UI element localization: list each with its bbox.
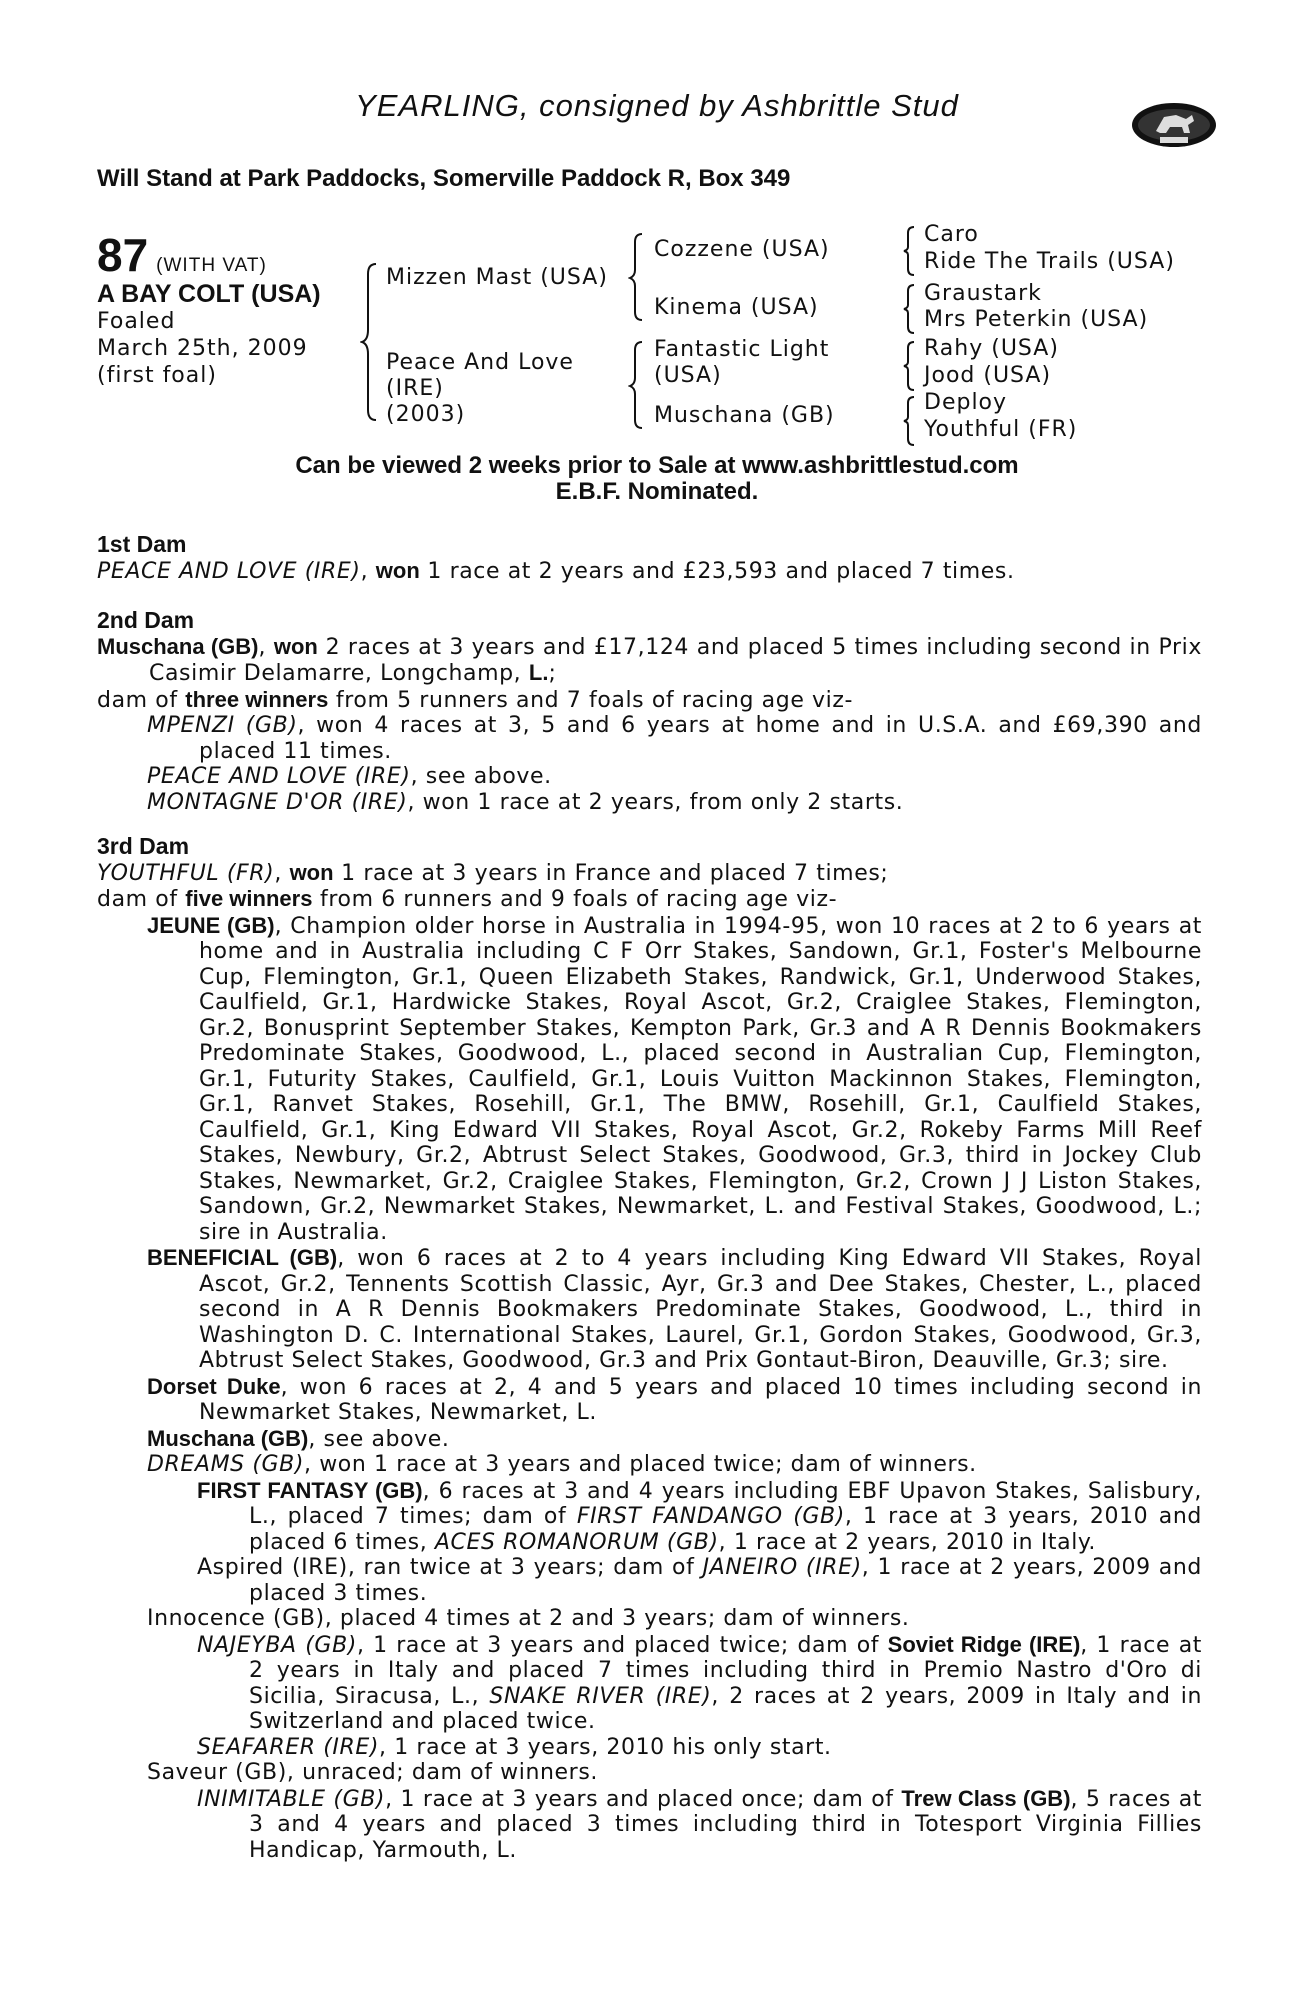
first-dam-heading: 1st Dam: [97, 531, 187, 557]
produce-first-fantasy-record-2: , 1 race at 3 years, 2010 and placed 6 times,: [249, 1504, 1202, 1555]
pedigree-sire: Mizzen Mast (USA): [386, 265, 608, 290]
produce-peace-and-love-record: , see above.: [410, 764, 552, 789]
produce-dreams-record: , won 1 race at 3 years and placed twice; dam of winners.: [304, 1452, 977, 1477]
second-dam-listed: L.: [528, 660, 549, 685]
produce-aces-romanorum-name: ACES ROMANORUM (GB): [434, 1529, 719, 1555]
produce-trew-class-name: Trew Class (GB): [901, 1785, 1071, 1811]
pedigree-sire-sire: Cozzene (USA): [654, 237, 830, 262]
produce-najeyba-record-3: , 2 races at 2 years, 2009 in Italy and in Switzerland and placed twice.: [249, 1683, 1202, 1734]
foaled-label: Foaled: [97, 309, 176, 334]
pedigree-dam-sire-line2: (USA): [654, 363, 722, 388]
produce-janeiro-name: JANEIRO (IRE): [702, 1555, 862, 1580]
pedigree-dam-line2: (IRE): [386, 376, 444, 401]
produce-montagne-dor-record: , won 1 race at 2 years, from only 2 starts.: [407, 789, 904, 815]
produce-jeune-name: JEUNE (GB): [147, 912, 275, 938]
pedigree-brace-gen2-sire: [628, 232, 646, 322]
pedigree-gen3-1: Caro: [924, 222, 979, 247]
produce-first-fandango-name: FIRST FANDANGO (GB): [576, 1504, 845, 1529]
produce-muschana-name: Muschana (GB): [147, 1425, 309, 1451]
pedigree-brace-gen2-dam: [628, 340, 646, 430]
pedigree-gen3-7: Deploy: [924, 390, 1008, 415]
pedigree-brace-gen3-a: [902, 225, 918, 277]
produce-mpenzi-record: , won 4 races at 3, 5 and 6 years at home and in U.S.A. and £69,390 and placed 11 times.: [199, 713, 1202, 764]
second-dam-section: 2nd Dam Muschana (GB), won 2 races at 3 years and £17,124 and placed 5 times including second in Prix Casimir Delamarre, Longchamp, L.; dam of three winners from 5 runners and 7 foals of racing age viz- MPENZI (GB), won 4 races at 3, 5 and 6 years at home and in U.S.A. and £69,390 and placed 11 times. PEACE AND LOVE (IRE), see above. MONTAGNE D'OR (IRE), won 1 race at 2 years, from only 2 starts.: [97, 607, 1203, 815]
pedigree-dam-line3: (2003): [386, 402, 466, 427]
page-header-title: YEARLING, consigned by Ashbrittle Stud: [355, 88, 959, 123]
foal-note: (first foal): [97, 363, 217, 388]
first-dam-section: 1st Dam PEACE AND LOVE (IRE), won 1 race at 2 years and £23,593 and placed 7 times.: [97, 532, 1202, 584]
produce-first-fantasy-record-1: , 6 races at 3 and 4 years including EBF Upavon Stakes, Salisbury, L., placed 7 times; dam of: [249, 1478, 1202, 1529]
produce-aspired-record-1: Aspired (IRE), ran twice at 3 years; dam of: [197, 1555, 703, 1580]
lot-number: 87: [97, 229, 149, 281]
pedigree-brace-gen1: [360, 262, 380, 422]
pedigree-dam-line1: Peace And Love: [386, 350, 574, 375]
pedigree-dam-dam: Muschana (GB): [654, 403, 835, 428]
pedigree-dam-sire-line1: Fantastic Light: [654, 337, 830, 362]
third-dam-won: won: [289, 859, 334, 885]
produce-soviet-ridge-name: Soviet Ridge (IRE): [887, 1631, 1081, 1657]
pedigree-gen3-6: Jood (USA): [924, 363, 1052, 388]
ebf-note: E.B.F. Nominated.: [555, 478, 759, 505]
first-dam-name: PEACE AND LOVE (IRE): [97, 558, 361, 584]
stand-location: Will Stand at Park Paddocks, Somerville Paddock R, Box 349: [97, 165, 791, 192]
second-dam-record-end: ;: [548, 661, 557, 686]
produce-inimitable-record-1: , 1 race at 3 years and placed once; dam of: [385, 1786, 902, 1812]
vat-note: (WITH VAT): [156, 255, 267, 276]
pedigree-brace-gen3-d: [902, 395, 918, 447]
second-dam-won: won: [273, 633, 318, 659]
third-dam-heading: 3rd Dam: [97, 833, 190, 859]
produce-jeune-record: , Champion older horse in Australia in 1994-95, won 10 races at 2 to 6 years at home and in Australia including C F Orr Stakes, Sandown, Gr.1, Foster's Melbourne Cup, Flemington, Gr.1, Queen Elizabeth Stakes, Randwick, Gr.1, Underwood Stakes, Caulfield, Gr.1, Hardwicke Stakes, Royal Ascot, Gr.2, Craiglee Stakes, Flemington, Gr.2, Bonusprint September Stakes, Kempton Park, Gr.3 and A R Dennis Bookmakers Predominate Stakes, Goodwood, L., placed second in Australian Cup, Flemington, Gr.1, Futurity Stakes, Caulfield, Gr.1, Louis Vuitton Mackinnon Stakes, Flemington, Gr.1, Ranvet Stakes, Rosehill, Gr.1, The BMW, Rosehill, Gr.1, Caulfield Stakes, Caulfield, Gr.1, King Edward VII Stakes, Royal Ascot, Gr.2, Rokeby Farms Mill Reef Stakes, Newbury, Gr.2, Abtrust Select Stakes, Goodwood, Gr.3, third in Jockey Club Stakes, Newmarket, Gr.2, Craiglee Stakes, Flemington, Gr.2, Crown J J Liston Stakes, Sandown, Gr.2, Newmarket Stakes, Newmarket, L. and Festival Stakes, Goodwood, L.; sire in Australia.: [199, 913, 1203, 1245]
produce-dreams-name: DREAMS (GB): [147, 1452, 305, 1477]
first-dam-record: 1 race at 2 years and £23,593 and placed 7 times.: [419, 558, 1015, 584]
pedigree-gen3-3: Graustark: [924, 281, 1042, 306]
produce-najeyba-name: NAJEYBA (GB): [197, 1632, 357, 1658]
produce-first-fantasy-record-3: , 1 race at 2 years, 2010 in Italy.: [718, 1529, 1097, 1555]
second-dam-name: Muschana (GB): [97, 633, 259, 659]
produce-first-fantasy-name: FIRST FANTASY (GB): [197, 1477, 423, 1503]
third-dam-produce-intro: dam of: [97, 887, 186, 912]
viewing-note: Can be viewed 2 weeks prior to Sale at www.ashbrittlestud.com: [295, 452, 1019, 479]
produce-innocence-record: Innocence (GB), placed 4 times at 2 and 3 years; dam of winners.: [147, 1606, 910, 1631]
produce-peace-and-love-name: PEACE AND LOVE (IRE): [147, 764, 411, 789]
third-dam-name: YOUTHFUL (FR): [97, 860, 275, 886]
pedigree-gen3-4: Mrs Peterkin (USA): [924, 307, 1149, 332]
pedigree-gen3-2: Ride The Trails (USA): [924, 249, 1175, 274]
pedigree-gen3-8: Youthful (FR): [924, 417, 1078, 442]
third-dam-record: 1 race at 3 years in France and placed 7 times;: [333, 860, 889, 886]
produce-muschana-record: , see above.: [308, 1426, 450, 1452]
pedigree-brace-gen3-c: [902, 340, 918, 392]
lot-heading: [97, 228, 267, 282]
produce-snake-river-name: SNAKE RIVER (IRE): [489, 1683, 712, 1709]
second-dam-heading: 2nd Dam: [97, 607, 195, 633]
pedigree-sire-dam: Kinema (USA): [654, 295, 819, 320]
produce-najeyba-record-1: , 1 race at 3 years and placed twice; dam of: [356, 1632, 888, 1658]
produce-inimitable-record-2: , 5 races at 3 and 4 years and placed 3 times including third in Totesport Virginia Fillies Handicap, Yarmouth, L.: [249, 1786, 1203, 1863]
third-dam-winners: five winners: [185, 886, 313, 911]
lot-info: [97, 281, 321, 389]
second-dam-produce-intro: dam of: [97, 687, 186, 713]
produce-seafarer-record: , 1 race at 3 years, 2010 his only start.: [379, 1734, 832, 1760]
second-dam-record: 2 races at 3 years and £17,124 and placed 5 times including second in Prix Casimir Delamarre, Longchamp,: [149, 634, 1203, 686]
produce-aspired-record-2: , 1 race at 2 years, 2009 and placed 3 times.: [249, 1555, 1202, 1606]
produce-montagne-dor-name: MONTAGNE D'OR (IRE): [147, 789, 408, 815]
produce-mpenzi-name: MPENZI (GB): [147, 713, 298, 738]
produce-dorset-duke-name: Dorset Duke: [147, 1373, 281, 1399]
produce-beneficial-record: , won 6 races at 2 to 4 years including King Edward VII Stakes, Royal Ascot, Gr.2, Tennents Scottish Classic, Ayr, Gr.3 and Dee Stakes, Chester, L., placed second in A R Dennis Bookmakers Predominate Stakes, Goodwood, L., third in Washington D. C. International Stakes, Laurel, Gr.1, Gordon Stakes, Goodwood, Gr.3, Abtrust Select Stakes, Goodwood, Gr.3 and Prix Gontaut-Biron, Deauville, Gr.3; sire.: [199, 1246, 1203, 1373]
produce-saveur-record: Saveur (GB), unraced; dam of winners.: [147, 1760, 598, 1785]
produce-dorset-duke-record: , won 6 races at 2, 4 and 5 years and placed 10 times including second in Newmarket Stakes, Newmarket, L.: [199, 1374, 1202, 1425]
second-dam-winners: three winners: [185, 686, 329, 712]
third-dam-produce-summary: from 6 runners and 9 foals of racing age viz-: [312, 887, 838, 912]
first-dam-won: won: [375, 557, 420, 583]
produce-inimitable-name: INIMITABLE (GB): [197, 1786, 386, 1812]
pedigree-brace-gen3-b: [902, 283, 918, 335]
foaled-date: March 25th, 2009: [97, 336, 308, 361]
produce-seafarer-name: SEAFARER (IRE): [197, 1734, 380, 1760]
pedigree-gen3-5: Rahy (USA): [924, 336, 1059, 361]
produce-beneficial-name: BENEFICIAL (GB): [147, 1245, 338, 1270]
third-dam-section: 3rd Dam YOUTHFUL (FR), won 1 race at 3 years in France and placed 7 times; dam of five winners from 6 runners and 9 foals of racing age viz- JEUNE (GB), Champion older horse in Australia in 1994-95, won 10 races at 2 to 6 years at home and in Australia including C F Orr Stakes, Sandown, Gr.1, Foster's Melbourne Cup, Flemington, Gr.1, Queen Elizabeth Stakes, Randwick, Gr.1, Underwood Stakes, Caulfield, Gr.1, Hardwicke Stakes, Royal Ascot, Gr.2, Craiglee Stakes, Flemington, Gr.2, Bonusprint September Stakes, Kempton Park, Gr.3 and A R Dennis Bookmakers Predominate Stakes, Goodwood, L., placed second in Australian Cup, Flemington, Gr.1, Futurity Stakes, Caulfield, Gr.1, Louis Vuitton Mackinnon Stakes, Flemington, Gr.1, Ranvet Stakes, Rosehill, Gr.1, The BMW, Rosehill, Gr.1, Caulfield Stakes, Caulfield, Gr.1, King Edward VII Stakes, Royal Ascot, Gr.2, Rokeby Farms Mill Reef Stakes, Newbury, Gr.2, Abtrust Select Stakes, Goodwood, Gr.3, third in Jockey Club Stakes, Newmarket, Gr.2, Craiglee Stakes, Flemington, Gr.2, Crown J J Liston Stakes, Sandown, Gr.2, Newmarket Stakes, Newmarket, L. and Festival Stakes, Goodwood, L.; sire in Australia. BENEFICIAL (GB), won 6 races at 2 to 4 years including King Edward VII Stakes, Royal Ascot, Gr.2, Tennents Scottish Classic, Ayr, Gr.3 and Dee Stakes, Chester, L., placed second in A R Dennis Bookmakers Predominate Stakes, Goodwood, L., third in Washington D. C. International Stakes, Laurel, Gr.1, Gordon Stakes, Goodwood, Gr.3, Abtrust Select Stakes, Goodwood, Gr.3 and Prix Gontaut-Biron, Deauville, Gr.3; sire. Dorset Duke, won 6 races at 2, 4 and 5 years and placed 10 times including second in Newmarket Stakes, Newmarket, L. Muschana (GB), see above. DREAMS (GB), won 1 race at 3 years and placed twice; dam of winners. FIRST FANTASY (GB), 6 races at 3 and 4 years including EBF Upavon Stakes, Salisbury, L., placed 7 times; dam of FIRST FANDANGO (GB), 1 race at 3 years, 2010 and placed 6 times, ACES ROMANORUM (GB), 1 race at 2 years, 2010 in Italy. Aspired (IRE), ran twice at 3 years; dam of JANEIRO (IRE), 1 race at 2 years, 2009 and placed 3 times. Innocence (GB), placed 4 times at 2 and 3 years; dam of winners. NAJEYBA (GB), 1 race at 3 years and placed twice; dam of Soviet Ridge (IRE), 1 race at 2 years in Italy and placed 7 times including third in Premio Nastro d'Oro di Sicilia, Siracusa, L., SNAKE RIVER (IRE), 2 races at 2 years, 2009 in Italy and in Switzerland and placed twice. SEAFARER (IRE), 1 race at 3 years, 2010 his only start. Saveur (GB), unraced; dam of winners. INIMITABLE (GB), 1 race at 3 years and placed once; dam of Trew Class (GB), 5 races at 3 and 4 years and placed 3 times including third in Totesport Virginia Fillies Handicap, Yarmouth, L.: [97, 833, 1203, 1863]
lot-name: A BAY COLT (USA): [97, 280, 321, 308]
produce-najeyba-record-2: , 1 race at 2 years in Italy and placed 7 times including third in Premio Nastro d'Oro di Sicilia, Siracusa, L.,: [249, 1632, 1203, 1709]
second-dam-produce-summary: from 5 runners and 7 foals of racing age viz-: [328, 687, 854, 713]
yearling-bonus-badge-icon: [1130, 95, 1218, 155]
